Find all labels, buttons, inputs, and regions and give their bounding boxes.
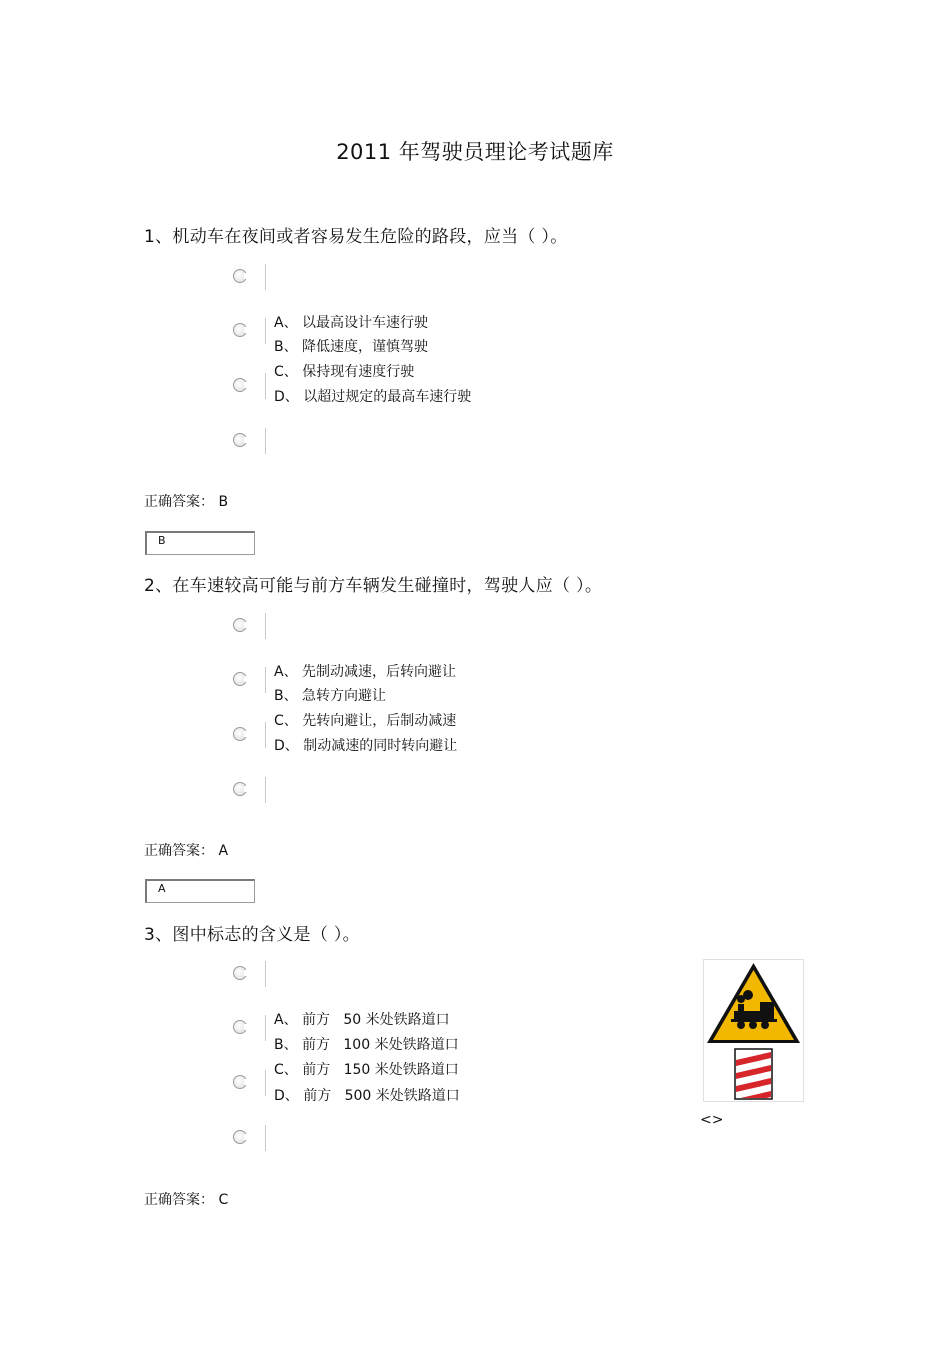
- q1-option-b: B、 降低速度，谨慎驾驶: [274, 339, 429, 355]
- q1-option-d: D、 以超过规定的最高车速行驶: [274, 389, 472, 405]
- question-2-text: 2、在车速较高可能与前方车辆发生碰撞时，驾驶人应（ ）。: [144, 576, 603, 596]
- q3-option-a: A、 前方 50 米处铁路道口: [274, 1012, 450, 1028]
- q2-option-d: D、 制动减速的同时转向避让: [274, 738, 458, 754]
- q1-option-a: A、 以最高设计车速行驶: [274, 315, 429, 331]
- radio-icon: [233, 782, 247, 796]
- radio-icon: [233, 323, 247, 337]
- railway-crossing-sign-image: [703, 959, 804, 1102]
- q2-radio-c[interactable]: [231, 722, 266, 748]
- q2-option-b: B、 急转方向避让: [274, 688, 387, 704]
- radio-icon: [233, 672, 247, 686]
- q3-radio-d[interactable]: [231, 1125, 266, 1151]
- question-3-text: 3、图中标志的含义是（ ）。: [144, 925, 360, 945]
- radio-icon: [233, 618, 247, 632]
- radio-icon: [233, 378, 247, 392]
- q2-radio-d[interactable]: [231, 777, 266, 803]
- q2-option-a: A、 先制动减速，后转向避让: [274, 664, 457, 680]
- radio-icon: [233, 727, 247, 741]
- q1-option-c: C、 保持现有速度行驶: [274, 364, 415, 380]
- q2-option-c: C、 先转向避让，后制动减速: [274, 713, 457, 729]
- q3-radio-a[interactable]: [231, 961, 266, 987]
- q1-answer-label: 正确答案： B: [144, 494, 229, 510]
- q1-radio-b[interactable]: [231, 318, 266, 344]
- q2-answer-value: A: [158, 882, 166, 895]
- q3-radio-b[interactable]: [231, 1015, 266, 1041]
- q3-option-d: D、 前方 500 米处铁路道口: [274, 1088, 460, 1104]
- q3-option-c: C、 前方 150 米处铁路道口: [274, 1062, 459, 1078]
- radio-icon: [233, 1075, 247, 1089]
- q1-answer-value: B: [158, 534, 166, 547]
- q3-radio-c[interactable]: [231, 1070, 266, 1096]
- question-1-text: 1、机动车在夜间或者容易发生危险的路段，应当（ ）。: [144, 227, 568, 247]
- q3-answer-label: 正确答案： C: [144, 1192, 229, 1208]
- q2-answer-label: 正确答案： A: [144, 843, 229, 859]
- radio-icon: [233, 1020, 247, 1034]
- radio-icon: [233, 269, 247, 283]
- q3-option-b: B、 前方 100 米处铁路道口: [274, 1037, 459, 1053]
- sign-caption: <>: [700, 1112, 724, 1128]
- q1-radio-c[interactable]: [231, 373, 266, 399]
- railway-crossing-sign-icon: [704, 960, 803, 1101]
- radio-icon: [233, 433, 247, 447]
- q1-answer-input[interactable]: [145, 531, 255, 555]
- q2-answer-input[interactable]: [145, 879, 255, 903]
- q2-radio-b[interactable]: [231, 667, 266, 693]
- radio-icon: [233, 1130, 247, 1144]
- q1-radio-a[interactable]: [231, 264, 266, 290]
- q2-radio-a[interactable]: [231, 613, 266, 639]
- radio-icon: [233, 966, 247, 980]
- page-title: 2011 年驾驶员理论考试题库: [336, 140, 614, 164]
- q1-radio-d[interactable]: [231, 428, 266, 454]
